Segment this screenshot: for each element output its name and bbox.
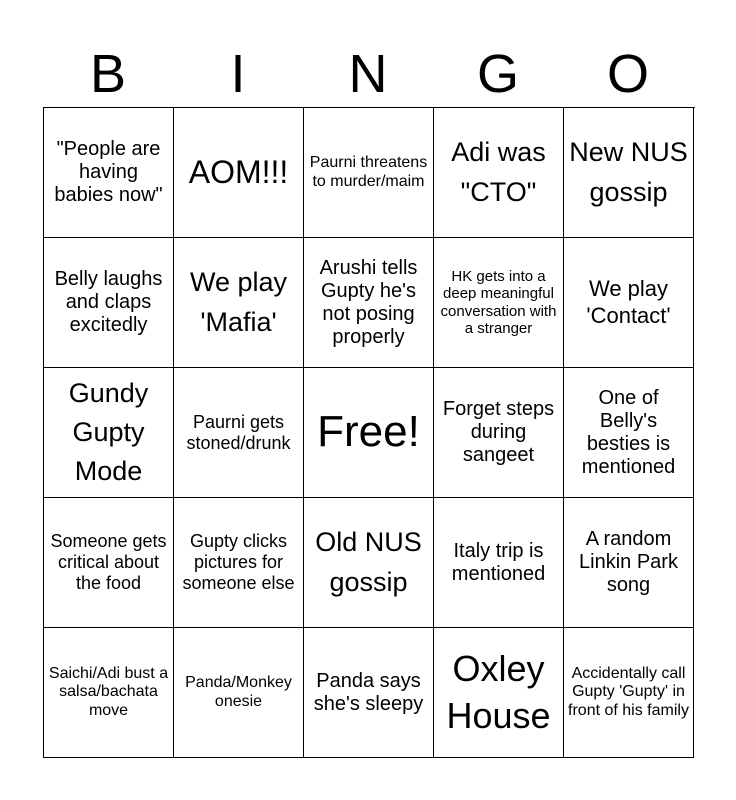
- bingo-cell[interactable]: Paurni gets stoned/drunk: [174, 368, 304, 498]
- bingo-cell[interactable]: AOM!!!: [174, 108, 304, 238]
- bingo-cell[interactable]: Gundy Gupty Mode: [44, 368, 174, 498]
- bingo-cell[interactable]: Old NUS gossip: [304, 498, 434, 628]
- header-letter-i: I: [230, 44, 246, 104]
- bingo-cell[interactable]: Italy trip is mentioned: [434, 498, 564, 628]
- bingo-header: [43, 40, 693, 108]
- bingo-cell-free[interactable]: Free!: [304, 368, 434, 498]
- bingo-cell[interactable]: We play 'Mafia': [174, 238, 304, 368]
- header-letter-n: N: [348, 44, 388, 104]
- bingo-cell[interactable]: Arushi tells Gupty he's not posing properly: [304, 238, 434, 368]
- header-letter-o: O: [606, 44, 649, 104]
- bingo-cell[interactable]: Paurni threatens to murder/maim: [304, 108, 434, 238]
- bingo-cell[interactable]: Oxley House: [434, 628, 564, 758]
- header-letter-g: G: [476, 44, 519, 104]
- bingo-cell[interactable]: Adi was "CTO": [434, 108, 564, 238]
- bingo-board: [43, 107, 695, 758]
- header-letter-b: B: [89, 44, 127, 104]
- bingo-cell[interactable]: Belly laughs and claps excitedly: [44, 238, 174, 368]
- bingo-cell[interactable]: Gupty clicks pictures for someone else: [174, 498, 304, 628]
- bingo-cell[interactable]: New NUS gossip: [564, 108, 694, 238]
- bingo-cell[interactable]: "People are having babies now": [44, 108, 174, 238]
- bingo-cell[interactable]: Someone gets critical about the food: [44, 498, 174, 628]
- bingo-cell[interactable]: One of Belly's besties is mentioned: [564, 368, 694, 498]
- bingo-cell[interactable]: Panda/Monkey onesie: [174, 628, 304, 758]
- bingo-cell[interactable]: HK gets into a deep meaningful conversation with a stranger: [434, 238, 564, 368]
- bingo-cell[interactable]: Forget steps during sangeet: [434, 368, 564, 498]
- bingo-cell[interactable]: A random Linkin Park song: [564, 498, 694, 628]
- bingo-cell[interactable]: Saichi/Adi bust a salsa/bachata move: [44, 628, 174, 758]
- bingo-cell[interactable]: Accidentally call Gupty 'Gupty' in front of his family: [564, 628, 694, 758]
- bingo-cell[interactable]: We play 'Contact': [564, 238, 694, 368]
- bingo-cell[interactable]: Panda says she's sleepy: [304, 628, 434, 758]
